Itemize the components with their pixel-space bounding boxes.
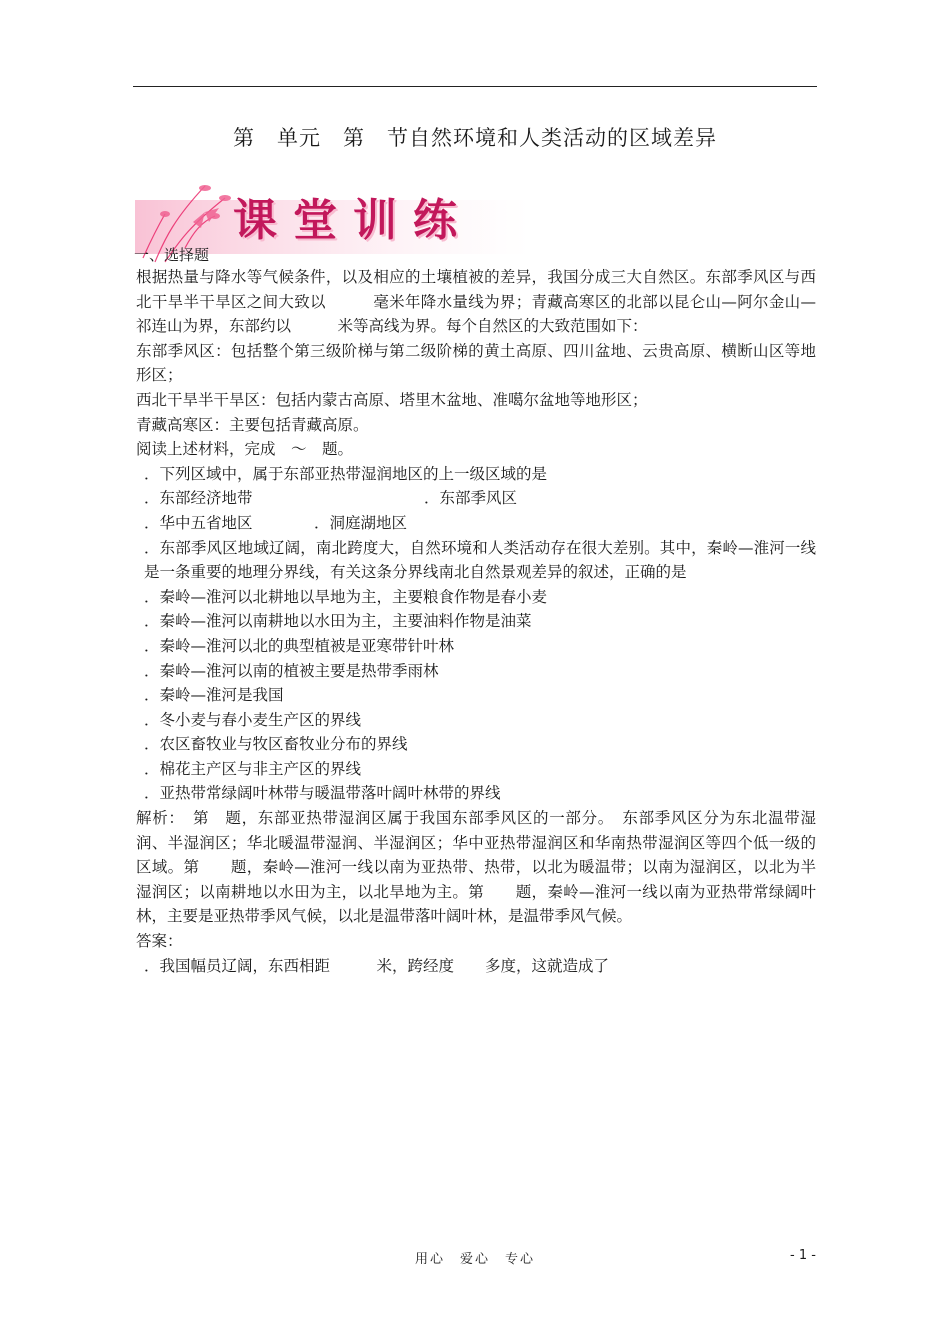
header-rule (133, 86, 817, 87)
banner-title: 课堂训练 (233, 195, 473, 246)
question-1-options-row-1 (136, 486, 816, 511)
passage-paragraph: 青藏高寒区：主要包括青藏高原。 (136, 415, 369, 434)
option: ．冬小麦与春小麦生产区的界线 (144, 710, 362, 729)
document-body (136, 265, 816, 978)
question-1-options-row-2 (136, 511, 816, 536)
option: ．秦岭—淮河是我国 (144, 686, 284, 705)
question-3-stem: ．我国幅员辽阔，东西相距 米，跨经度 多度，这就造成了 (144, 956, 610, 975)
option: ．农区畜牧业与牧区畜牧业分布的界线 (144, 735, 408, 754)
analysis-paragraph: 解析： 第 题，东部亚热带湿润区属于我国东部季风区的一部分。 东部季风区分为东北温带湿润、半湿润区；华北暖温带湿润、半湿润区；华中亚热带湿润区和华南热带湿润区等四个低一级的区域。第 题，秦岭—淮河一线以南为亚热带、热带，以北为暖温带；以南为湿润区，以北为半湿润区；以南耕地以水田为主，以北旱地为主。第 题，秦岭—淮河一线以南为亚热带常绿阔叶林，主要是亚热带季风气候，以北是温带落叶阔叶林，是温带季风气候。 (136, 809, 816, 926)
passage-paragraph: 根据热量与降水等气候条件，以及相应的土壤植被的差异，我国分成三大自然区。东部季风区与西北干旱半干旱区之间大致以 毫米年降水量线为界；青藏高寒区的北部以昆仑山—阿尔金山—祁连山为界，东部约以 米等高线为界。每个自然区的大致范围如下： (136, 268, 816, 336)
page-number: - 1 - (790, 1248, 816, 1263)
option: ．秦岭—淮河以北耕地以旱地为主，主要粮食作物是春小麦 (144, 587, 548, 606)
question-1-stem: ．下列区域中，属于东部亚热带湿润地区的上一级区域的是 (144, 464, 548, 483)
option: ．东部经济地带 (144, 489, 253, 508)
option: ．棉花主产区与非主产区的界线 (144, 759, 362, 778)
footer-motto: 用心 爱心 专心 (414, 1252, 535, 1267)
answer-label: 答案： (136, 932, 183, 951)
page-title: 第 单元 第 节自然环境和人类活动的区域差异 (233, 126, 717, 150)
option: ．秦岭—淮河以南耕地以水田为主，主要油料作物是油菜 (144, 612, 532, 631)
passage-paragraph: 东部季风区：包括整个第三级阶梯与第二级阶梯的黄土高原、四川盆地、云贵高原、横断山区等地形区； (136, 341, 816, 385)
passage-paragraph: 西北干旱半干旱区：包括内蒙古高原、塔里木盆地、准噶尔盆地等地形区； (136, 390, 648, 409)
section-label: 一、选择题 (134, 246, 210, 264)
passage-instruction: 阅读上述材料，完成 ～ 题。 (136, 440, 354, 459)
question-2-stem: ．东部季风区地域辽阔，南北跨度大，自然环境和人类活动存在很大差别。其中，秦岭—淮河一线是一条重要的地理分界线，有关这条分界线南北自然景观差异的叙述，正确的是 (144, 538, 816, 582)
option: ．东部季风区 (424, 489, 518, 508)
option: ．秦岭—淮河以南的植被主要是热带季雨林 (144, 661, 439, 680)
option: ．亚热带常绿阔叶林带与暖温带落叶阔叶林带的界线 (144, 784, 501, 803)
option: ．华中五省地区 (144, 513, 253, 532)
option: ．秦岭—淮河以北的典型植被是亚寒带针叶林 (144, 636, 455, 655)
option: ．洞庭湖地区 (314, 513, 408, 532)
